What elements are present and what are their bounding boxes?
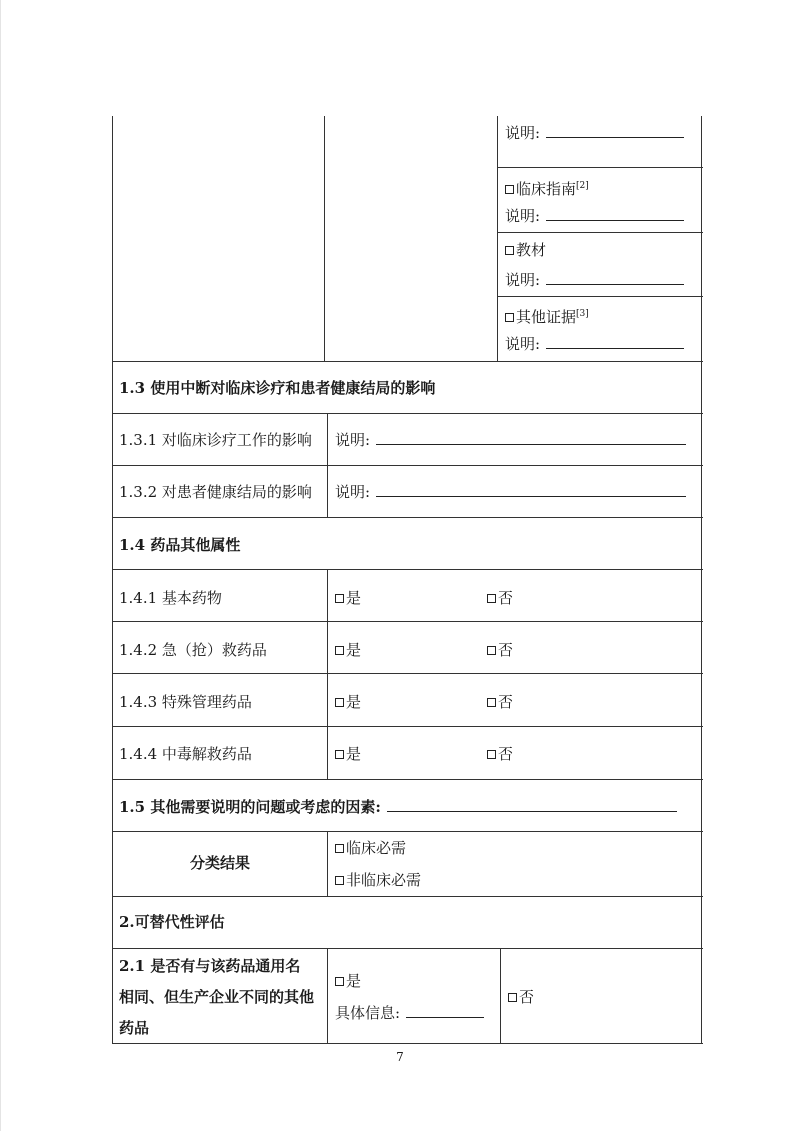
- classification-label: 分类结果: [189, 854, 250, 872]
- row-divider: [113, 831, 703, 832]
- checkbox[interactable]: [487, 698, 496, 707]
- row-1-4-3-label: 1.4.3 特殊管理药品: [119, 693, 252, 711]
- row-divider: [113, 413, 703, 414]
- explain-blank[interactable]: [546, 334, 684, 349]
- checkbox[interactable]: [487, 750, 496, 759]
- row-1-3-2-label: 1.3.2 对患者健康结局的影响: [119, 483, 312, 501]
- section-2-1-line1: 2.1 是否有与该药品通用名: [119, 957, 301, 975]
- section-1-3-title: 1.3 使用中断对临床诊疗和患者健康结局的影响: [119, 379, 436, 397]
- yes-option[interactable]: [335, 971, 361, 991]
- col-divider: [327, 569, 328, 779]
- row-divider: [497, 167, 703, 168]
- checkbox[interactable]: [335, 646, 344, 655]
- option-clinical-guideline[interactable]: [505, 176, 589, 199]
- row-divider: [113, 361, 703, 362]
- no-label: 否: [498, 693, 514, 711]
- checkbox[interactable]: [335, 750, 344, 759]
- yes-option[interactable]: [335, 744, 361, 764]
- row-1-3-2-explain: [335, 482, 686, 502]
- reference-mark: [3]: [576, 309, 589, 319]
- explain-label: 说明:: [335, 483, 371, 501]
- col-divider-2: [497, 116, 498, 361]
- option-label: 临床必需: [346, 839, 407, 857]
- explain-label: 说明:: [505, 271, 541, 289]
- no-option[interactable]: [487, 640, 513, 660]
- section-1-5: [119, 797, 677, 817]
- option-label: 临床指南: [516, 180, 577, 198]
- row-divider: [113, 621, 703, 622]
- explain-blank[interactable]: [376, 430, 686, 445]
- explain-row-1: [505, 206, 684, 226]
- explain-row-0: [505, 123, 684, 143]
- option-label: 教材: [516, 241, 547, 259]
- explain-label: 说明:: [335, 431, 371, 449]
- col-divider: [327, 948, 328, 1044]
- row-1-4-1-label: 1.4.1 基本药物: [119, 589, 222, 607]
- checkbox[interactable]: [335, 698, 344, 707]
- yes-label: 是: [346, 693, 362, 711]
- yes-label: 是: [346, 641, 362, 659]
- notes-blank[interactable]: [387, 797, 677, 812]
- option-clinically-necessary[interactable]: [335, 838, 406, 858]
- row-divider: [113, 673, 703, 674]
- detail-label: 具体信息:: [335, 1004, 401, 1022]
- no-option[interactable]: [508, 987, 534, 1007]
- yes-label: 是: [346, 589, 362, 607]
- explain-blank[interactable]: [546, 206, 684, 221]
- section-2-title: 2.可替代性评估: [119, 913, 225, 931]
- evaluation-table: [112, 116, 702, 1044]
- row-divider: [113, 517, 703, 518]
- row-divider: [113, 465, 703, 466]
- checkbox[interactable]: [505, 185, 514, 194]
- row-divider: [113, 948, 703, 949]
- row-1-3-1-explain: [335, 430, 686, 450]
- row-1-4-4-label: 1.4.4 中毒解救药品: [119, 745, 252, 763]
- no-option[interactable]: [487, 588, 513, 608]
- checkbox[interactable]: [335, 977, 344, 986]
- option-not-clinically-necessary[interactable]: [335, 870, 421, 890]
- checkbox[interactable]: [487, 594, 496, 603]
- row-divider: [113, 569, 703, 570]
- section-2-1-line3: 药品: [119, 1019, 150, 1037]
- no-label: 否: [498, 589, 514, 607]
- row-divider: [497, 296, 703, 297]
- checkbox[interactable]: [335, 594, 344, 603]
- no-label: 否: [498, 641, 514, 659]
- explain-blank[interactable]: [376, 482, 686, 497]
- detail-row: [335, 1003, 484, 1023]
- reference-mark: [2]: [576, 181, 589, 191]
- no-option[interactable]: [487, 744, 513, 764]
- option-textbook[interactable]: [505, 240, 546, 260]
- no-label: 否: [498, 745, 514, 763]
- no-option[interactable]: [487, 692, 513, 712]
- checkbox[interactable]: [508, 993, 517, 1002]
- checkbox[interactable]: [335, 876, 344, 885]
- explain-row-2: [505, 270, 684, 290]
- yes-option[interactable]: [335, 692, 361, 712]
- section-2-1-line2: 相同、但生产企业不同的其他: [119, 988, 315, 1006]
- table-bottom-border: [113, 1043, 703, 1044]
- row-1-3-1-label: 1.3.1 对临床诊疗工作的影响: [119, 431, 312, 449]
- checkbox[interactable]: [505, 313, 514, 322]
- explain-label: 说明:: [505, 207, 541, 225]
- col-divider-1: [324, 116, 325, 361]
- explain-blank[interactable]: [546, 270, 684, 285]
- no-label: 否: [519, 988, 535, 1006]
- yes-label: 是: [346, 745, 362, 763]
- page-number: 7: [396, 1050, 404, 1064]
- yes-option[interactable]: [335, 640, 361, 660]
- section-1-4-title: 1.4 药品其他属性: [119, 536, 241, 554]
- row-divider: [113, 779, 703, 780]
- explain-label: 说明:: [505, 124, 541, 142]
- row-divider: [497, 232, 703, 233]
- checkbox[interactable]: [487, 646, 496, 655]
- checkbox[interactable]: [335, 844, 344, 853]
- checkbox[interactable]: [505, 246, 514, 255]
- section-1-5-title: 1.5 其他需要说明的问题或考虑的因素:: [119, 798, 381, 816]
- col-divider: [500, 948, 501, 1044]
- explain-row-3: [505, 334, 684, 354]
- row-divider: [113, 726, 703, 727]
- row-1-4-2-label: 1.4.2 急（抢）救药品: [119, 641, 267, 659]
- explain-label: 说明:: [505, 335, 541, 353]
- explain-blank[interactable]: [546, 123, 684, 138]
- option-other-evidence[interactable]: [505, 304, 589, 327]
- yes-label: 是: [346, 972, 362, 990]
- option-label: 非临床必需: [346, 871, 422, 889]
- detail-blank[interactable]: [406, 1003, 484, 1018]
- row-divider: [113, 896, 703, 897]
- option-label: 其他证据: [516, 308, 577, 326]
- yes-option[interactable]: [335, 588, 361, 608]
- col-divider: [327, 831, 328, 896]
